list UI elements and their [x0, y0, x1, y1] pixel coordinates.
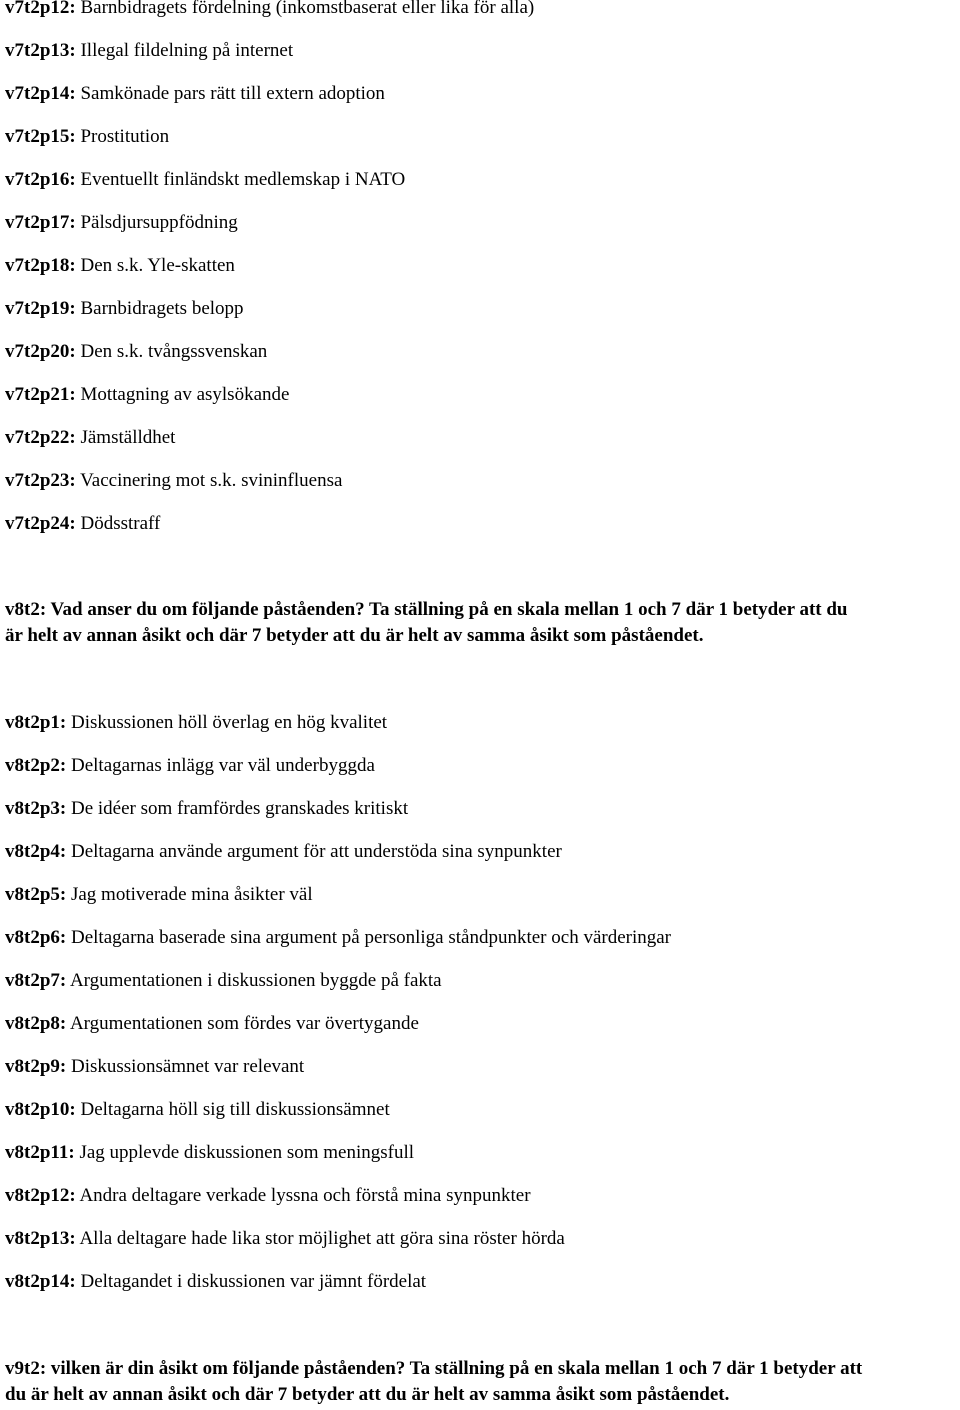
list-item-v8t2p12 — [5, 1184, 531, 1208]
item-code: v8t2p6: — [5, 927, 67, 948]
item-code: v8t2p14: — [5, 1271, 76, 1292]
item-text: Jag motiverade mina åsikter väl — [70, 884, 313, 905]
item-text: Jag upplevde diskussionen som meningsfull — [79, 1142, 415, 1163]
item-text: Den s.k. tvångssvenskan — [80, 341, 268, 362]
item-text: Deltagarnas inlägg var väl underbyggda — [70, 755, 375, 776]
heading-line: v8t2: Vad anser du om följande påståenden? Ta ställning på en skala mellan 1 och 7 där 1 betyder att du — [5, 599, 848, 620]
item-text: Barnbidragets fördelning (inkomstbaserat eller lika för alla) — [80, 0, 535, 18]
list-item-v8t2p1 — [5, 711, 387, 735]
item-text: Pälsdjursuppfödning — [80, 212, 238, 233]
item-text: Alla deltagare hade lika stor möjlighet att göra sina röster hörda — [79, 1228, 565, 1249]
item-text: Den s.k. Yle-skatten — [80, 255, 235, 276]
item-code: v7t2p24: — [5, 513, 76, 534]
list-item-v7t2p12 — [5, 0, 534, 20]
item-text: Eventuellt finländskt medlemskap i NATO — [80, 169, 406, 190]
list-item-v8t2p11 — [5, 1141, 414, 1165]
item-code: v8t2p1: — [5, 712, 67, 733]
item-code: v7t2p21: — [5, 384, 76, 405]
item-code: v7t2p14: — [5, 83, 76, 104]
list-item-v8t2p8 — [5, 1012, 419, 1036]
list-item-v7t2p24 — [5, 512, 160, 536]
item-code: v8t2p8: — [5, 1013, 67, 1034]
item-text: Diskussionen höll överlag en hög kvalitet — [70, 712, 388, 733]
item-code: v8t2p13: — [5, 1228, 76, 1249]
item-text: Illegal fildelning på internet — [80, 40, 294, 61]
item-code: v7t2p20: — [5, 341, 76, 362]
item-text: Argumentationen som fördes var övertygande — [69, 1013, 419, 1034]
item-code: v8t2p11: — [5, 1142, 75, 1163]
item-text: Samkönade pars rätt till extern adoption — [80, 83, 385, 104]
list-item-v7t2p23 — [5, 469, 342, 493]
heading-line: är helt av annan åsikt och där 7 betyder att du är helt av samma åsikt som påståendet. — [5, 625, 704, 646]
item-code: v8t2p12: — [5, 1185, 76, 1206]
item-text: Jämställdhet — [80, 427, 176, 448]
item-text: Mottagning av asylsökande — [80, 384, 290, 405]
question-heading-v8t2 — [5, 597, 955, 649]
list-item-v8t2p9 — [5, 1055, 304, 1079]
list-item-v7t2p22 — [5, 426, 175, 450]
list-item-v7t2p16 — [5, 168, 405, 192]
item-text: De idéer som framfördes granskades kritiskt — [70, 798, 409, 819]
item-code: v7t2p22: — [5, 427, 76, 448]
item-text: Deltagandet i diskussionen var jämnt fördelat — [80, 1271, 427, 1292]
list-item-v8t2p10 — [5, 1098, 390, 1122]
item-code: v7t2p19: — [5, 298, 76, 319]
item-code: v7t2p18: — [5, 255, 76, 276]
item-code: v7t2p15: — [5, 126, 76, 147]
item-code: v7t2p23: — [5, 470, 76, 491]
list-item-v7t2p14 — [5, 82, 385, 106]
list-item-v8t2p6 — [5, 926, 671, 950]
item-code: v8t2p5: — [5, 884, 67, 905]
item-text: Andra deltagare verkade lyssna och förstå mina synpunkter — [79, 1185, 531, 1206]
list-item-v8t2p7 — [5, 969, 442, 993]
item-text: Barnbidragets belopp — [80, 298, 244, 319]
item-code: v8t2p3: — [5, 798, 67, 819]
item-code: v8t2p7: — [5, 970, 67, 991]
item-text: Argumentationen i diskussionen byggde på fakta — [69, 970, 442, 991]
list-item-v8t2p14 — [5, 1270, 426, 1294]
list-item-v8t2p4 — [5, 840, 562, 864]
list-item-v8t2p13 — [5, 1227, 565, 1251]
item-text: Vaccinering mot s.k. svininfluensa — [80, 470, 343, 491]
item-text: Prostitution — [80, 126, 170, 147]
list-item-v7t2p15 — [5, 125, 169, 149]
item-text: Diskussionsämnet var relevant — [70, 1056, 305, 1077]
question-heading-v9t2 — [5, 1356, 955, 1408]
item-code: v7t2p17: — [5, 212, 76, 233]
item-text: Dödsstraff — [80, 513, 161, 534]
list-item-v8t2p5 — [5, 883, 313, 907]
list-item-v7t2p21 — [5, 383, 289, 407]
list-item-v7t2p19 — [5, 297, 244, 321]
heading-line: v9t2: vilken är din åsikt om följande påståenden? Ta ställning på en skala mellan 1 och 7 där 1 betyder att — [5, 1358, 863, 1379]
list-item-v8t2p2 — [5, 754, 375, 778]
item-code: v7t2p16: — [5, 169, 76, 190]
item-code: v8t2p9: — [5, 1056, 67, 1077]
item-code: v7t2p12: — [5, 0, 76, 18]
item-text: Deltagarna höll sig till diskussionsämnet — [80, 1099, 390, 1120]
item-text: Deltagarna baserade sina argument på personliga ståndpunkter och värderingar — [70, 927, 672, 948]
heading-line: du är helt av annan åsikt och där 7 betyder att du är helt av samma åsikt som påståendet. — [5, 1384, 730, 1405]
list-item-v7t2p18 — [5, 254, 235, 278]
list-item-v7t2p13 — [5, 39, 293, 63]
list-item-v7t2p17 — [5, 211, 238, 235]
item-text: Deltagarna använde argument för att understöda sina synpunkter — [70, 841, 562, 862]
item-code: v8t2p2: — [5, 755, 67, 776]
item-code: v7t2p13: — [5, 40, 76, 61]
item-code: v8t2p10: — [5, 1099, 76, 1120]
item-code: v8t2p4: — [5, 841, 67, 862]
list-item-v7t2p20 — [5, 340, 267, 364]
list-item-v8t2p3 — [5, 797, 408, 821]
